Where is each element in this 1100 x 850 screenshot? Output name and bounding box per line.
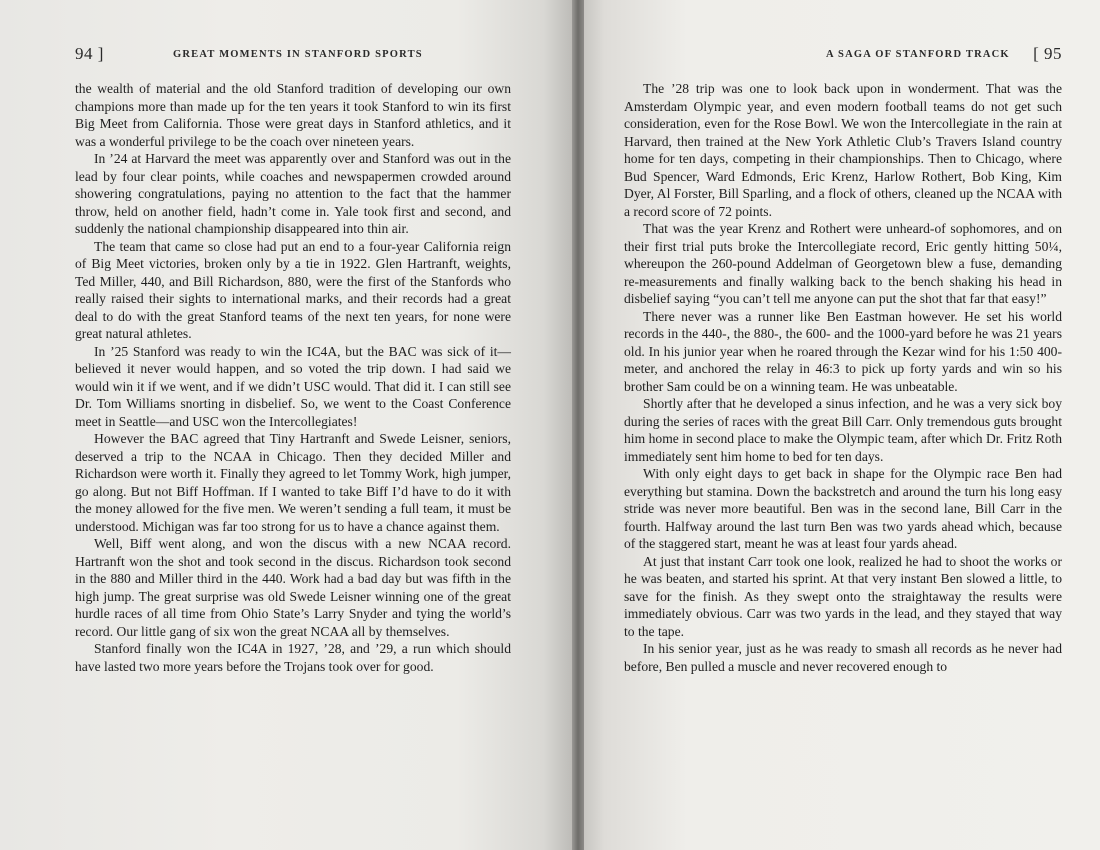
paragraph: In ’24 at Harvard the meet was apparently over and Stanford was out in the lead by four clear points, while coaches and newspapermen crowded around showering congratulations, paying no attention to the fact that the hammer throw, held on another field, hadn’t come in. Yale took first and second, and suddenly the national championship disappeared into thin air.: [75, 151, 511, 236]
paragraph: At just that instant Carr took one look, realized he had to shoot the works or he was beaten, and started his sprint. At that very instant Ben slowed a little, to save for the finish. As they swept onto the straightaway the results were immediately obvious. Carr was two yards in the lead, and they stayed that way to the tape.: [624, 553, 1062, 639]
page-number-right: [ 95: [1033, 44, 1062, 63]
paragraph: In ’25 Stanford was ready to win the IC4A, but the BAC was sick of it—believed it never would happen, and so voted the trip down. I had said we would win it if we went, and if we didn’t USC would. That did it. I can still see Dr. Tom Williams snorting in disbelief. So, we went to the Coast Conference meet in Seattle—and USC won the Intercollegiates!: [75, 343, 511, 429]
paragraph: The ’28 trip was one to look back upon in wonderment. That was the Amsterdam Olympic year, and even modern football teams do not get such consideration, even for the Rose Bowl. We won the Intercollegiate in the rain at Harvard, then trained at the New York Athletic Club’s Travers Island country home for ten days, competing in their championships. Then to Chicago, where Bud Spencer, Ward Edmonds, Eric Krenz, Harlow Rothert, Bob King, Kim Dyer, Al Forster, Bill Sparling, and a flock of others, cleaned up the NCAA with a record score of 72 points.: [624, 81, 1062, 219]
paragraph: In his senior year, just as he was ready to smash all records as he never had before, Ben pulled a muscle and never recovered enough to: [624, 641, 1062, 674]
paragraph: There never was a runner like Ben Eastman however. He set his world records in the 440-, the 880-, the 600- and the 1000-yard before he was 21 years old. In his junior year when he roared through the Kezar wind for his 1:50 400-meter, and anchored the relay in 46:3 to pick up forty yards and win so his brother Sam could be on a winning team. He was unbeatable.: [624, 308, 1062, 394]
paragraph: Stanford finally won the IC4A in 1927, ’28, and ’29, a run which should have lasted two more years before the Trojans took over for good.: [75, 641, 511, 674]
running-title-right: A SAGA OF STANFORD TRACK: [826, 49, 1010, 60]
paragraph: The team that came so close had put an end to a four-year California reign of Big Meet victories, broken only by a tie in 1922. Glen Hartranft, weights, Ted Miller, 440, and Bill Richardson, 880, were the first of the Stanfords who really raised their sights to international marks, and their records had a great deal to do with the great Stanford teams of the next ten years, for none were great natural athletes.: [75, 238, 511, 341]
paragraph: Shortly after that he developed a sinus infection, and he was a very sick boy during the series of races with the great Bill Carr. Only tremendous guts brought him home in second place to make the Olympic team, after which Dr. Fritz Roth immediately sent him home to bed for ten days.: [624, 396, 1062, 464]
right-page-text: [624, 80, 1062, 675]
book-gutter: [572, 0, 584, 850]
right-page: [584, 0, 1100, 850]
paragraph: However the BAC agreed that Tiny Hartranft and Swede Leisner, seniors, deserved a trip to the NCAA in Chicago. Then they decided Miller and Richardson were worth it. Finally they agreed to let Tommy Work, high jumper, go along. But not Biff Hoffman. If I wanted to take Biff I’d have to do it with the money allowed for the five men. We weren’t sending a full team, it must be understood. Michigan was far too strong for us to have a chance against them.: [75, 431, 511, 534]
left-page-text: [75, 80, 511, 675]
paragraph: That was the year Krenz and Rothert were unheard-of sophomores, and on their first trial puts broke the Intercollegiate record, Eric gently hitting 50¼, whereupon the 260-pound Addelman of Georgetown blew a fuse, demanding re-measurements and finally walking back to the bench shaking his head in disbelief saying “you can’t tell me anyone can put the shot that far that easy!”: [624, 221, 1062, 306]
paragraph: With only eight days to get back in shape for the Olympic race Ben had everything but stamina. Down the backstretch and around the turn his long easy stride was never more beautiful. Ben was in the second lane, Bill Carr in the fourth. Halfway around the last turn Ben was two yards ahead which, because of the staggered start, meant he was at least four yards ahead.: [624, 466, 1062, 551]
running-title-left: GREAT MOMENTS IN STANFORD SPORTS: [173, 49, 423, 60]
page-number-left: 94 ]: [75, 44, 104, 63]
paragraph: Well, Biff went along, and won the discus with a new NCAA record. Hartranft won the shot and took second in the discus. Richardson took second in the 880 and Miller third in the 440. Work had a bad day but was fifth in the high jump. The great surprise was old Swede Leisner winning one of the great hurdle races of all time from Ohio State’s Larry Snyder and tying the world’s record. Our little gang of six won the great NCAA all by themselves.: [75, 536, 511, 639]
paragraph: the wealth of material and the old Stanford tradition of developing our own champions more than made up for the ten years it took Stanford to win its first Big Meet from California. Those were great days in Stanford athletics, and it was a wonderful privilege to be the coach over nineteen years.: [75, 81, 511, 149]
